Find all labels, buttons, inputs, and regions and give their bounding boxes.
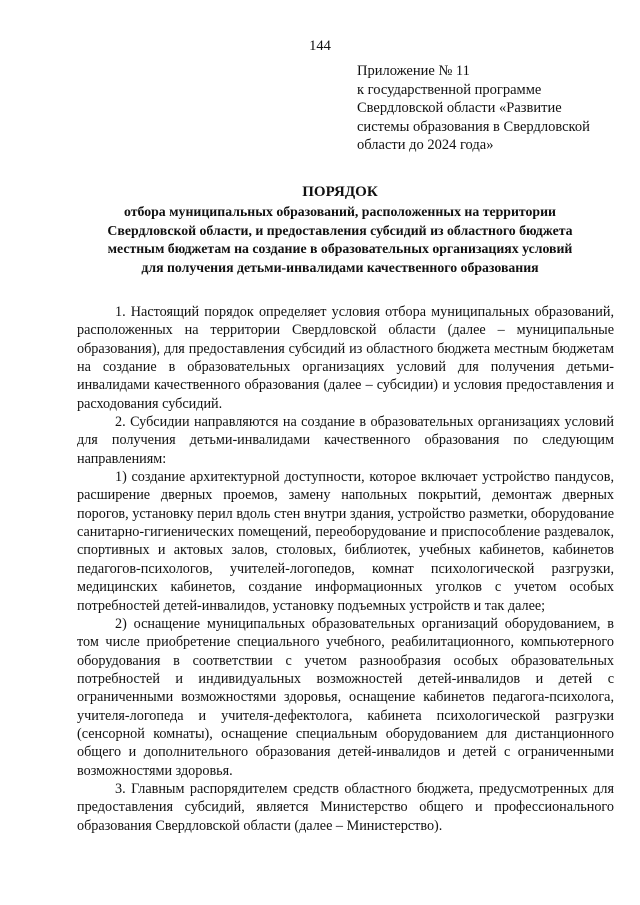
title-line: Свердловской области, и предоставления субсидий из областного бюджета	[107, 222, 573, 238]
paragraph-2-item-2: 2) оснащение муниципальных образовательных организаций оборудованием, в том числе приобретение специального учебного, реабилитационного, компьютерного оборудования в соответствии с учетом разнообразия особых образовательных потребностей и индивидуальных возможностей детей-инвалидов и детей с ограниченными возможностями здоровья, оснащение кабинетов педагога-психолога, учителя-логопеда и учителя-дефектолога, кабинета психологической разгрузки (сенсорной комнаты), оснащение специальным оборудованием для дистанционного общего и дополнительного образования детей-инвалидов и детей с ограниченными возможностями здоровья.	[77, 615, 614, 779]
paragraph-2: 2. Субсидии направляются на создание в образовательных организациях условий для получения детьми-инвалидами качественного образования по следующим направлениям:	[77, 414, 614, 467]
title-line: отбора муниципальных образований, расположенных на территории	[124, 204, 556, 219]
document-body	[77, 303, 614, 835]
appendix-note	[357, 62, 627, 155]
appendix-line: к государственной программе	[357, 81, 542, 98]
appendix-line: Приложение № 11	[357, 63, 470, 79]
title-line: местным бюджетам на создание в образовательных организациях условий	[107, 241, 573, 257]
title-heading: ПОРЯДОК	[302, 184, 378, 200]
appendix-line: системы образования в Свердловской	[357, 118, 590, 135]
paragraph-1: 1. Настоящий порядок определяет условия отбора муниципальных образований, расположенных на территории Свердловской области (далее – муниципальные образования), для предоставления субсидий из областного бюджета местным бюджетам на создание в образовательных организациях условий для получения детьми-инвалидами качественного образования (далее – субсидии) и условия предоставления и расходования субсидий.	[77, 304, 614, 412]
paragraph-3: 3. Главным распорядителем средств областного бюджета, предусмотренных для предоставления субсидий, является Министерство общего и профессионального образования Свердловской области (далее – Министерство).	[77, 780, 614, 834]
appendix-line: Свердловской области «Развитие	[357, 100, 562, 117]
title-line: для получения детьми-инвалидами качественного образования	[141, 259, 539, 275]
page-number: 144	[309, 38, 331, 54]
document-title	[70, 183, 610, 277]
appendix-line: области до 2024 года»	[357, 137, 494, 154]
paragraph-2-item-1: 1) создание архитектурной доступности, которое включает устройство пандусов, расширение дверных проемов, замену напольных покрытий, демонтаж дверных порогов, установку перил вдоль стен внутри здания, устройство разметки, оборудование санитарно-гигиенических помещений, переоборудование и приспособление раздевалок, спортивных и актовых залов, столовых, библиотек, учебных кабинетов, кабинетов педагогов-психологов, учителей-логопедов, комнат психологической разгрузки, медицинских кабинетов, создание информационных уголков с учетом особых потребностей детей-инвалидов, установку подъемных устройств и так далее;	[77, 469, 614, 614]
